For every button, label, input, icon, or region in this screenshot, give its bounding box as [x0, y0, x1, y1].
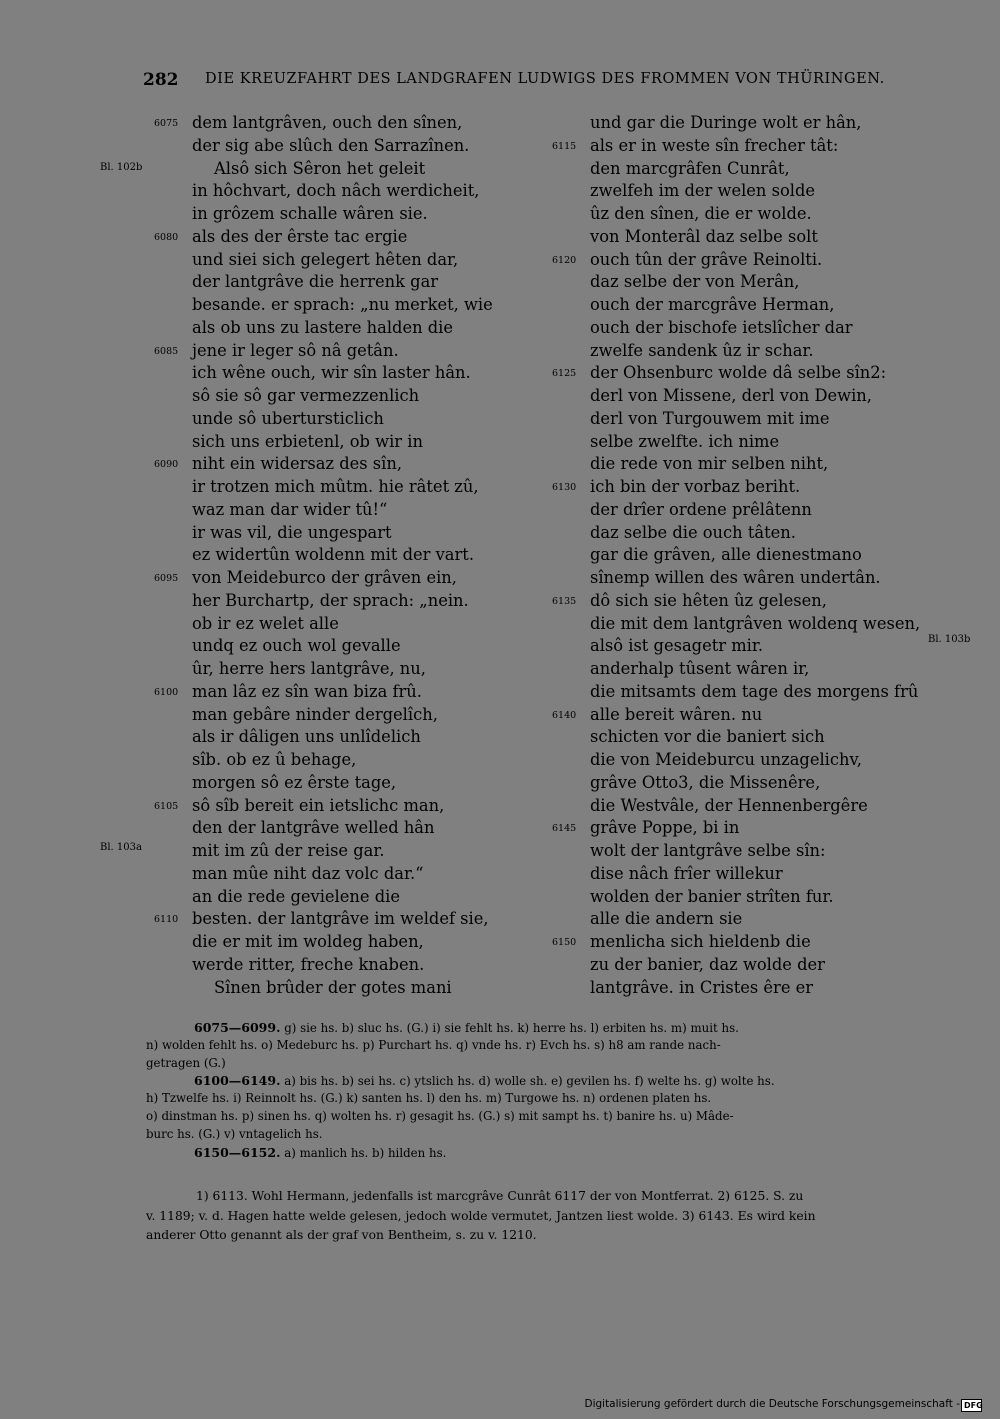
- verse-line: [590, 294, 920, 317]
- running-title: DIE KREUZFAHRT DES LANDGRAFEN LUDWIGS DES FROMMEN VON THÜRINGEN.: [205, 71, 885, 87]
- verse-line: [192, 294, 493, 317]
- verse-line: [154, 112, 493, 135]
- verse-text: man lâz ez sîn wan biza frû.: [192, 681, 422, 701]
- verse-line: [154, 795, 493, 818]
- line-number: 6120: [552, 254, 577, 266]
- verse-text: schicten vor die baniert sich: [590, 727, 825, 747]
- verse-text: her Burchartp, der sprach: „nein.: [192, 590, 469, 610]
- verse-line: [192, 249, 493, 272]
- verse-line: [192, 863, 493, 886]
- verse-line: [552, 704, 920, 727]
- verse-text: man mûe niht daz volc dar.“: [192, 863, 424, 883]
- verse-text: werde ritter, freche knaben.: [192, 954, 425, 974]
- verse-line: [590, 408, 920, 431]
- funding-text: Digitalisierung gefördert durch die Deutsche Forschungsgemeinschaft -: [584, 1398, 960, 1410]
- line-number: 6125: [552, 368, 577, 380]
- apparatus-text: a) bis hs. b) sei hs. c) ytslich hs. d) wolle sh. e) gevilen hs. f) welte hs. g) wolte hs.: [284, 1074, 775, 1089]
- verse-line: [590, 522, 920, 545]
- verse-text: dise nâch frîer willekur: [590, 863, 783, 883]
- verse-line: [590, 908, 920, 931]
- verse-text: als ob uns zu lastere halden die: [192, 317, 454, 337]
- verse-text: die von Meideburcu unzagelichv,: [590, 750, 862, 769]
- verse-text: grâve Otto3, die Missenêre,: [590, 772, 821, 792]
- verse-line: [192, 704, 493, 727]
- verse-text: daz selbe der von Merân,: [590, 272, 800, 292]
- verse-text: und siei sich gelegert hêten dar,: [192, 249, 459, 269]
- line-number: 6140: [552, 709, 577, 721]
- line-number: 6095: [154, 573, 179, 584]
- verse-line: [192, 749, 493, 772]
- verse-text: derl von Turgouwem mit ime: [590, 408, 830, 428]
- verse-line: [192, 772, 493, 795]
- line-number: 6135: [552, 595, 577, 607]
- verse-text: alle die andern sie: [590, 909, 743, 929]
- verse-line: [590, 271, 920, 294]
- apparatus-line: getragen (G.): [146, 1055, 226, 1070]
- verse-text: die mit dem lantgrâven woldenq wesen,: [590, 613, 921, 633]
- line-number: 6110: [154, 914, 179, 926]
- verse-line: [590, 977, 920, 1000]
- line-number: 6145: [552, 823, 577, 835]
- verse-line: [192, 499, 493, 522]
- line-number: 6100: [154, 686, 179, 698]
- verse-text: besten. der lantgrâve im weldef sie,: [192, 909, 489, 929]
- verse-text: die er mit im woldeg haben,: [192, 932, 424, 951]
- verse-text: sich uns erbietenl, ob wir in: [192, 431, 423, 451]
- verse-text: zwelfe sandenk ûz ir schar.: [590, 340, 814, 360]
- verse-line: [590, 726, 920, 749]
- verse-line: [590, 112, 920, 135]
- verse-line: [552, 931, 920, 954]
- verse-text: anderhalp tûsent wâren ir,: [590, 659, 810, 678]
- verse-text: sînemp willen des wâren undertân.: [590, 568, 881, 587]
- verse-line: [192, 726, 493, 749]
- apparatus-range: 6150—6152.: [194, 1144, 281, 1160]
- verse-text: undq ez ouch wol gevalle: [192, 636, 401, 656]
- verse-line: [590, 795, 920, 818]
- verse-line: [590, 863, 920, 886]
- verse-text: selbe zwelfte. ich nime: [590, 431, 780, 451]
- verse-line: [154, 567, 493, 590]
- folio-marker-left-bottom: Bl. 103a: [100, 842, 142, 853]
- verse-text: ouch tûn der grâve Reinolti.: [590, 249, 823, 269]
- verse-line: [192, 886, 493, 909]
- verse-line: [590, 886, 920, 909]
- verse-line: [552, 817, 920, 840]
- verse-line: [192, 817, 493, 840]
- verse-text: sîb. ob ez û behage,: [192, 750, 357, 769]
- verse-text: in hôchvart, doch nâch werdicheit,: [192, 181, 480, 201]
- verse-text: als des der êrste tac ergie: [192, 226, 408, 246]
- apparatus-line: [146, 1019, 932, 1037]
- apparatus-line: h) Tzwelfe hs. i) Reinnolt hs. (G.) k) santen hs. l) den hs. m) Turgowe hs. n) ordenen platen hs.: [146, 1091, 712, 1106]
- verse-line: [192, 180, 493, 203]
- apparatus-line: n) wolden fehlt hs. o) Medeburc hs. p) Purchart hs. q) vnde hs. r) Evch hs. s) h8 am rande nach-: [146, 1037, 721, 1052]
- verse-line: [192, 317, 493, 340]
- verse-text: ez widertûn woldenn mit der vart.: [192, 545, 474, 565]
- verse-line: [552, 135, 920, 158]
- apparatus-range: 6100—6149.: [194, 1073, 281, 1089]
- verse-text: als ir dâligen uns unlîdelich: [192, 727, 421, 747]
- verse-line: [154, 453, 493, 476]
- verse-line: [590, 840, 920, 863]
- verse-text: die Westvâle, der Hennenbergêre: [590, 795, 868, 815]
- verse-line: [590, 749, 920, 772]
- apparatus-line: [146, 1144, 932, 1162]
- explanatory-notes: [146, 1187, 932, 1246]
- verse-line: [192, 635, 493, 658]
- verse-text: sô sie sô gar vermezzenlich: [192, 386, 420, 405]
- verse-text: in grôzem schalle wâren sie.: [192, 204, 428, 223]
- line-number: 6085: [154, 345, 179, 357]
- verse-line: [154, 908, 493, 931]
- verse-line: [552, 476, 920, 499]
- apparatus-line: burc hs. (G.) v) vntagelich hs.: [146, 1126, 323, 1141]
- verse-text: morgen sô ez êrste tage,: [192, 772, 397, 792]
- verse-line: [590, 635, 920, 658]
- verse-text: ouch der bischofe ietslîcher dar: [590, 317, 853, 337]
- verse-text: ir was vil, die ungespart: [192, 522, 392, 542]
- verse-text: waz man dar wider tû!“: [192, 499, 388, 519]
- verse-text: niht ein widersaz des sîn,: [192, 454, 403, 474]
- verse-text: gar die grâven, alle dienestmano: [590, 545, 862, 565]
- verse-text: zu der banier, daz wolde der: [590, 954, 825, 974]
- verse-column-right: [552, 112, 921, 999]
- verse-text: sô sîb bereit ein ietslichc man,: [192, 795, 445, 815]
- verse-text: der sig abe slûch den Sarrazînen.: [192, 135, 470, 155]
- verse-line: [590, 658, 920, 681]
- verse-text: von Meideburco der grâven ein,: [192, 568, 457, 587]
- verse-line: [552, 362, 920, 385]
- verse-column-left: [154, 112, 493, 999]
- folio-marker-left-top: Bl. 102b: [100, 162, 143, 173]
- verse-line: [590, 203, 920, 226]
- line-number: 6080: [154, 231, 179, 243]
- verse-line: [192, 522, 493, 545]
- verse-line: [192, 977, 493, 1000]
- verse-text: zwelfeh im der welen solde: [590, 181, 816, 201]
- verse-text: der drîer ordene prêlâtenn: [590, 499, 812, 519]
- verse-text: von Monterâl daz selbe solt: [590, 226, 818, 246]
- verse-text: den marcgrâfen Cunrât,: [590, 158, 790, 178]
- verse-line: [154, 340, 493, 363]
- verse-line: [154, 226, 493, 249]
- verse-line: [590, 613, 920, 636]
- verse-line: [590, 158, 920, 181]
- note-line: v. 1189; v. d. Hagen hatte welde gelesen, jedoch wolde vermutet, Jantzen liest wolde. 3) 6143. Es wird kein: [146, 1208, 816, 1223]
- verse-text: derl von Missene, derl von Dewin,: [590, 386, 872, 405]
- verse-line: [590, 567, 920, 590]
- verse-line: [192, 544, 493, 567]
- line-number: 6105: [154, 800, 179, 812]
- verse-text: besande. er sprach: „nu merket, wie: [192, 295, 493, 314]
- verse-text: den der lantgrâve welled hân: [192, 818, 435, 838]
- verse-text: mit im zû der reise gar.: [192, 841, 385, 860]
- verse-text: dô sich sie hêten ûz gelesen,: [590, 590, 827, 610]
- page-header: [143, 70, 885, 96]
- verse-line: [192, 135, 493, 158]
- verse-text: an die rede gevielene die: [192, 886, 400, 906]
- line-number: 6115: [552, 140, 577, 152]
- verse-line: [590, 431, 920, 454]
- verse-text: die mitsamts dem tage des morgens frû: [590, 681, 919, 701]
- verse-line: [590, 544, 920, 567]
- verse-text: ich bin der vorbaz beriht.: [590, 477, 801, 496]
- verse-line: [590, 340, 920, 363]
- verse-text: grâve Poppe, bi in: [590, 818, 740, 838]
- verse-line: [192, 931, 493, 954]
- page-number: 282: [143, 70, 179, 90]
- verse-text: die rede von mir selben niht,: [590, 454, 829, 474]
- note-line: 1) 6113. Wohl Hermann, jedenfalls ist marcgrâve Cunrât 6117 der von Montferrat. 2) 6125. S. zu: [196, 1189, 804, 1203]
- verse-text: ouch der marcgrâve Herman,: [590, 295, 835, 314]
- verse-text: dem lantgrâven, ouch den sînen,: [192, 113, 463, 132]
- verse-text: daz selbe die ouch tâten.: [590, 522, 796, 542]
- verse-line: [192, 658, 493, 681]
- verse-text: als er in weste sîn frecher tât:: [590, 135, 839, 155]
- verse-text: wolden der banier strîten fur.: [590, 886, 834, 906]
- verse-line: [192, 408, 493, 431]
- line-number: 6075: [154, 118, 179, 129]
- verse-text: lantgrâve. in Cristes êre er: [590, 977, 814, 997]
- verse-line: [192, 158, 493, 181]
- verse-text: und gar die Duringe wolt er hân,: [590, 113, 862, 132]
- verse-text: ich wêne ouch, wir sîn laster hân.: [192, 363, 471, 383]
- funding-footer: [584, 1398, 983, 1414]
- verse-line: [192, 590, 493, 613]
- apparatus-text: a) manlich hs. b) hilden hs.: [284, 1145, 447, 1160]
- verse-line: [192, 840, 493, 863]
- verse-line: [192, 271, 493, 294]
- line-number: 6090: [154, 459, 179, 471]
- dfg-logo-icon[interactable]: [961, 1399, 982, 1412]
- line-number: 6150: [552, 937, 577, 948]
- verse-line: [590, 453, 920, 476]
- verse-text: der lantgrâve die herrenk gar: [192, 272, 439, 292]
- verse-line: [192, 385, 493, 408]
- verse-line: [192, 431, 493, 454]
- verse-line: [552, 249, 920, 272]
- verse-text: alsô ist gesagetr mir.: [590, 636, 764, 656]
- verse-line: [590, 772, 920, 795]
- verse-line: [154, 681, 493, 704]
- verse-line: [192, 613, 493, 636]
- verse-line: [590, 385, 920, 408]
- verse-text: wolt der lantgrâve selbe sîn:: [590, 841, 826, 860]
- apparatus-line: o) dinstman hs. p) sinen hs. q) wolten hs. r) gesagit hs. (G.) s) mit sampt hs. t) banire hs. u) Mâde-: [146, 1108, 734, 1123]
- apparatus-text: g) sie hs. b) sluc hs. (G.) i) sie fehlt hs. k) herre hs. l) erbiten hs. m) muit hs.: [284, 1021, 739, 1035]
- verse-line: [192, 362, 493, 385]
- verse-text: menlicha sich hieldenb die: [590, 932, 811, 951]
- verse-text: Alsô sich Sêron het geleit: [214, 158, 426, 178]
- folio-marker-right: Bl. 103b: [928, 634, 971, 645]
- verse-text: man gebâre ninder dergelîch,: [192, 704, 438, 724]
- verse-line: [192, 476, 493, 499]
- verse-text: jene ir leger sô nâ getân.: [192, 340, 399, 360]
- verse-line: [590, 499, 920, 522]
- note-line: anderer Otto genannt als der graf von Bentheim, s. zu v. 1210.: [146, 1228, 537, 1242]
- verse-text: ob ir ez welet alle: [192, 613, 339, 633]
- dfg-logo-text: DFG: [964, 1401, 983, 1410]
- verse-line: [590, 180, 920, 203]
- verse-text: ûr, herre hers lantgrâve, nu,: [192, 659, 426, 678]
- verse-text: alle bereit wâren. nu: [590, 704, 763, 724]
- verse-text: Sînen brûder der gotes mani: [214, 977, 452, 997]
- verse-text: der Ohsenburc wolde dâ selbe sîn2:: [590, 363, 887, 383]
- verse-line: [590, 954, 920, 977]
- verse-line: [590, 681, 920, 704]
- verse-line: [192, 203, 493, 226]
- verse-text: ûz den sînen, die er wolde.: [590, 204, 812, 223]
- verse-line: [192, 954, 493, 977]
- verse-line: [590, 317, 920, 340]
- line-number: 6130: [552, 482, 577, 493]
- apparatus-range: 6075—6099.: [194, 1020, 281, 1035]
- verse-text: unde sô ubertursticlich: [192, 408, 384, 428]
- verse-text: ir trotzen mich mûtm. hie râtet zû,: [192, 477, 479, 496]
- verse-line: [552, 590, 920, 613]
- critical-apparatus: [146, 1019, 932, 1161]
- verse-line: [590, 226, 920, 249]
- apparatus-line: [146, 1072, 932, 1090]
